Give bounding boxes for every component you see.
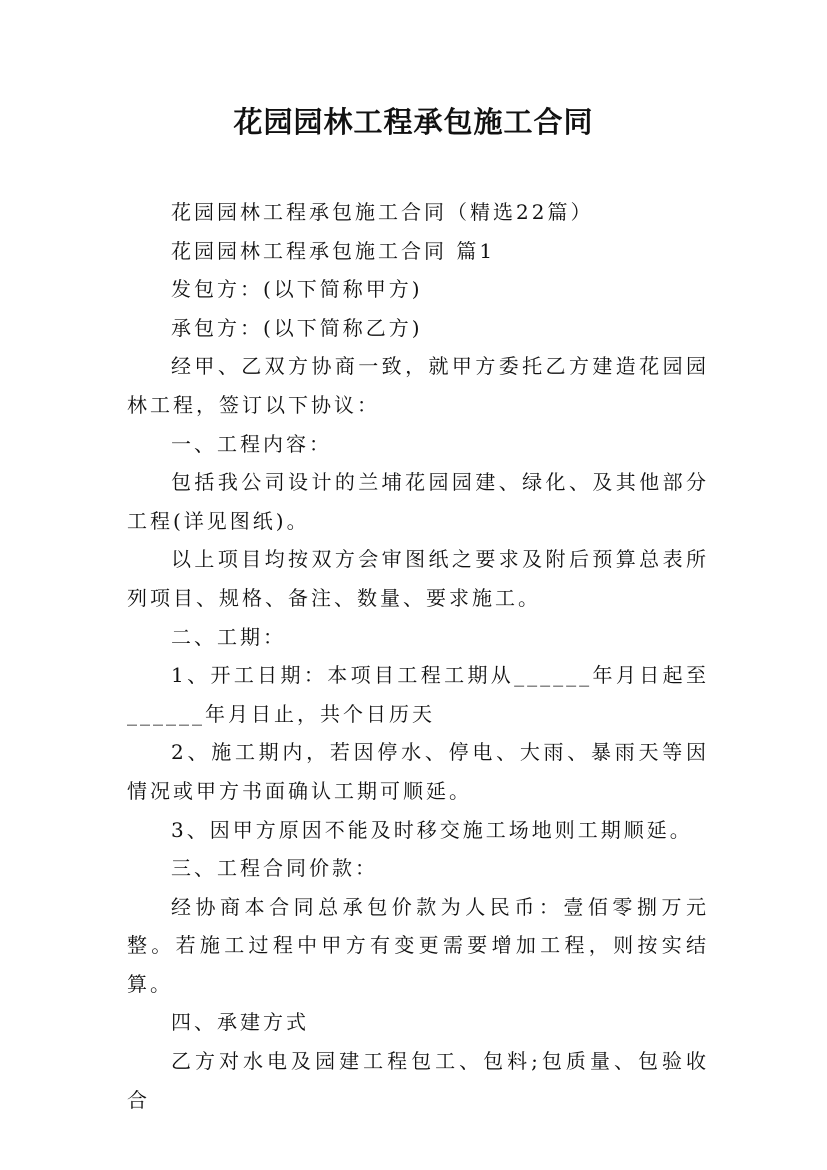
paragraph-scope: 包括我公司设计的兰埔花园园建、绿化、及其他部分工程(详见图纸)。 [127,470,709,533]
paragraph-price: 经协商本合同总承包价款为人民币：壹佰零捌万元整。若施工过程中甲方有变更需要增加工程，则按实结算。 [127,894,709,996]
paragraph-subtitle: 花园园林工程承包施工合同（精选22篇） [171,200,594,224]
section-heading-price: 三、工程合同价款： [171,856,378,881]
paragraph-site-handover: 3、因甲方原因不能及时移交施工场地则工期顺延。 [171,817,693,842]
section-heading-method: 四、承建方式 [171,1010,309,1035]
paragraph-start-date: 1、开工日期：本项目工程工期从______年月日起至______年月日止，共个日历天 [127,663,709,726]
paragraph-extension: 2、施工期内，若因停水、停电、大雨、暴雨天等因情况或甲方书面确认工期可顺延。 [127,740,709,803]
paragraph-method: 乙方对水电及园建工程包工、包料;包质量、包验收合 [127,1049,709,1112]
paragraph-agreement: 经甲、乙双方协商一致，就甲方委托乙方建造花园园林工程，签订以下协议： [127,354,709,417]
document-title: 花园园林工程承包施工合同 [233,105,594,139]
section-heading-scope: 一、工程内容： [171,431,332,456]
document-body [127,193,709,1119]
paragraph-employer: 发包方：(以下简称甲方) [171,277,423,302]
paragraph-scope-detail: 以上项目均按双方会审图纸之要求及附后预算总表所列项目、规格、备注、数量、要求施工。 [127,547,709,610]
paragraph-contractor: 承包方：(以下简称乙方) [171,315,423,340]
section-heading-schedule: 二、工期： [171,624,286,649]
paragraph-chapter-heading: 花园园林工程承包施工合同 篇1 [171,238,496,263]
